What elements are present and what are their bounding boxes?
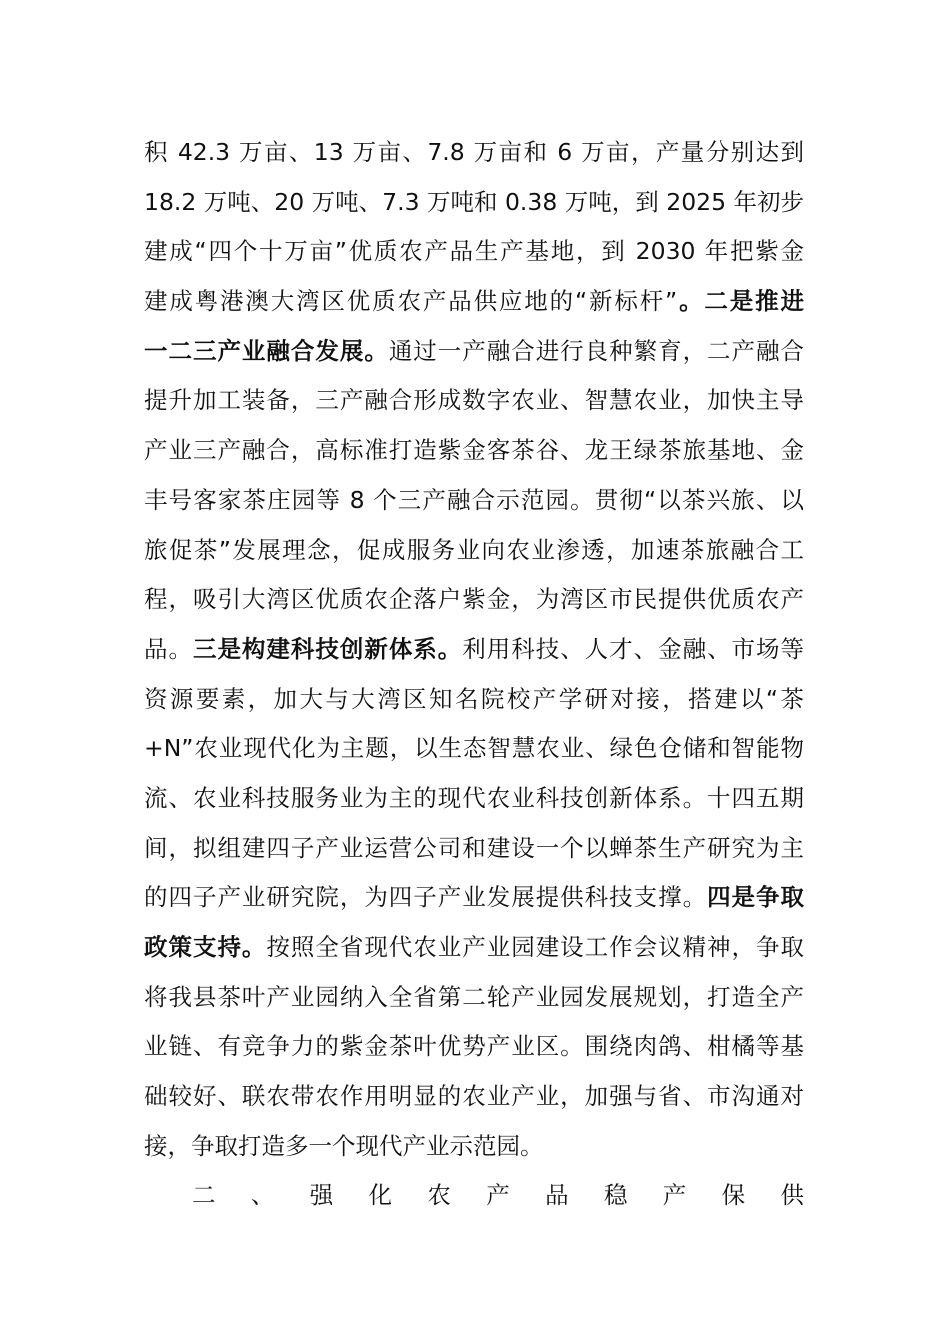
text-run: 程，吸引大湾区优质农企落户紫金，为湾区市民提供优质农产 <box>144 585 804 614</box>
paragraph-line <box>144 327 804 377</box>
text-run: +N”农业现代化为主题，以生态智慧农业、绿色仓储和智能物 <box>144 734 804 763</box>
bold-text: 一二三产业融合发展。 <box>144 336 389 365</box>
paragraph-line <box>144 1072 804 1122</box>
paragraph-line <box>144 426 804 476</box>
bold-text: 政策支持。 <box>144 933 267 961</box>
paragraph-line <box>144 277 804 327</box>
paragraph-line <box>144 1122 804 1172</box>
paragraph-line <box>144 973 804 1023</box>
paragraph-line <box>144 873 804 923</box>
paragraph-line <box>144 824 804 874</box>
text-run: 的四子产业研究院，为四子产业发展提供科技支撑。 <box>144 883 708 912</box>
text-run: 利用科技、人才、金融、市场等 <box>462 634 805 663</box>
paragraph-line <box>144 476 804 526</box>
text-run: 产业三产融合，高标准打造紫金客茶谷、龙王绿茶旅基地、金 <box>144 436 804 465</box>
text-run: 建成粤港澳大湾区优质农产品供应地的“新标杆” <box>144 287 678 316</box>
paragraph-line <box>144 774 804 824</box>
bold-text: 。二是推进 <box>677 287 804 316</box>
text-run: 接，争取打造多一个现代产业示范园。 <box>144 1131 544 1160</box>
paragraph-line <box>144 1022 804 1072</box>
text-run: 间，拟组建四子产业运营公司和建设一个以蝉茶生产研究为主 <box>144 833 804 862</box>
text-run: 通过一产融合进行良种繁育，二产融合 <box>388 336 805 365</box>
text-run: 旅促茶”发展理念，促成服务业向农业渗透，加速茶旅融合工 <box>144 535 804 564</box>
paragraph-line <box>144 227 804 277</box>
text-run: 18.2 万吨、20 万吨、7.3 万吨和 0.38 万吨，到 2025 年初步 <box>144 187 805 216</box>
paragraph-line <box>144 575 804 625</box>
section-heading: 二、强化农产品稳产保供 <box>192 1181 804 1210</box>
text-run: 础较好、联农带农作用明显的农业产业，加强与省、市沟通对 <box>144 1082 804 1111</box>
bold-text: 三是构建科技创新体系。 <box>192 634 463 663</box>
text-run: 流、农业科技服务业为主的现代农业科技创新体系。十四五期 <box>144 783 804 812</box>
text-run: 丰号客家茶庄园等 8 个三产融合示范园。贯彻“以茶兴旅、以 <box>144 485 804 514</box>
paragraph-line <box>144 923 804 973</box>
paragraph-line <box>144 625 804 675</box>
text-run: 建成“四个十万亩”优质农产品生产基地，到 2030 年把紫金 <box>144 237 804 266</box>
bold-text: 四是争取 <box>707 883 805 912</box>
paragraph-line <box>144 675 804 725</box>
text-run: 按照全省现代农业产业园建设工作会议精神，争取 <box>266 933 805 961</box>
text-run: 业链、有竞争力的紫金茶叶优势产业区。围绕肉鸽、柑橘等基 <box>144 1032 804 1061</box>
paragraph-line <box>144 724 804 774</box>
text-run: 品。 <box>144 634 193 663</box>
text-run: 提升加工装备，三产融合形成数字农业、智慧农业，加快主导 <box>144 386 804 415</box>
paragraph-line <box>144 526 804 576</box>
paragraph-line <box>144 376 804 426</box>
text-run: 资源要素，加大与大湾区知名院校产学研对接，搭建以“茶 <box>144 684 804 713</box>
text-run: 将我县茶叶产业园纳入全省第二轮产业园发展规划，打造全产 <box>144 982 804 1011</box>
text-run: 积 42.3 万亩、13 万亩、7.8 万亩和 6 万亩，产量分别达到 <box>144 138 804 166</box>
paragraph-line <box>144 128 804 178</box>
paragraph-line <box>144 178 804 228</box>
body-text <box>144 128 804 1221</box>
